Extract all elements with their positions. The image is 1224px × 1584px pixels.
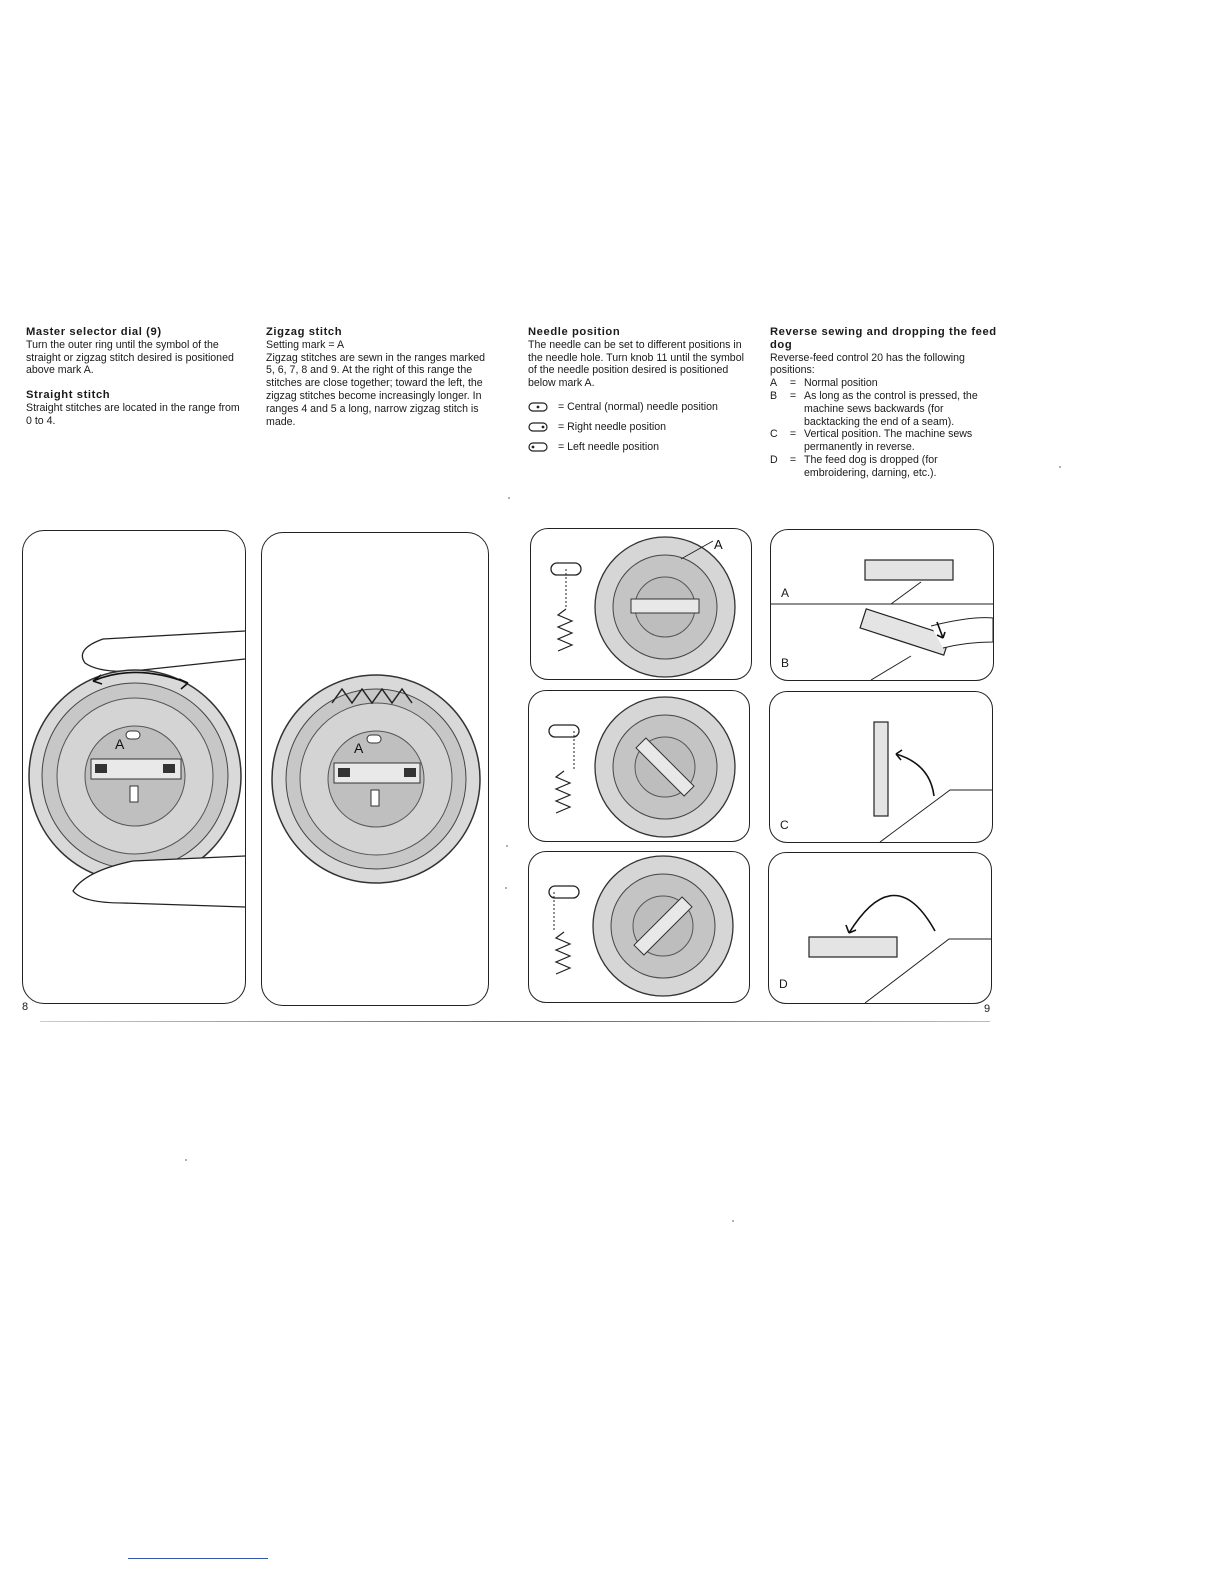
zigzag-stitch-body: Zigzag stitches are sewn in the ranges marked 5, 6, 7, 8 and 9. At the right of this range the stitches are close together; toward the left, the zigzag stitches become increasingly longer. In ranges 4 and 5 a long, narrow zigzag stitch is made. xyxy=(266,351,486,428)
needle-dial-illustration xyxy=(531,529,751,679)
reverse-ab-figure xyxy=(770,529,994,681)
reverse-sewing-section xyxy=(770,326,1000,480)
needle-position-section xyxy=(528,326,752,453)
needle-figure-mark-a: A xyxy=(714,537,723,552)
scan-speck xyxy=(508,497,510,499)
footer-rule xyxy=(128,1558,268,1559)
needle-right-icon xyxy=(528,422,548,432)
needle-position-title: Needle position xyxy=(528,326,621,338)
zigzag-dial-figure xyxy=(261,532,489,1006)
position-eq: = xyxy=(789,389,797,402)
needle-option-label: = Right needle position xyxy=(558,420,667,433)
straight-stitch-body: Straight stitches are located in the range from 0 to 4. xyxy=(26,401,240,427)
needle-option-label: = Left needle position xyxy=(558,440,660,453)
reverse-control-illustration xyxy=(771,530,993,680)
figure-label-b: B xyxy=(781,656,790,670)
position-text: Normal position xyxy=(804,377,878,390)
needle-left-icon xyxy=(528,442,548,452)
position-text: The feed dog is dropped (for embroidering, darning, etc.). xyxy=(804,453,938,479)
dial-mark-a: A xyxy=(115,736,125,752)
master-selector-title: Master selector dial (9) xyxy=(26,326,162,338)
scan-speck xyxy=(732,1220,734,1222)
position-key: A xyxy=(770,377,778,390)
position-key: C xyxy=(770,428,778,441)
scan-speck xyxy=(505,887,507,889)
reverse-control-illustration xyxy=(769,853,991,1003)
page-number-left: 8 xyxy=(22,1001,29,1013)
reverse-sewing-title: Reverse sewing and dropping the feed dog xyxy=(770,326,997,351)
needle-position-body: The needle can be set to different positions in the needle hole. Turn knob 11 until the symbol of the needle position desired is positioned below mark A. xyxy=(528,338,744,390)
reverse-position-a xyxy=(770,377,1000,390)
page-number-right: 9 xyxy=(984,1003,991,1015)
reverse-d-figure xyxy=(768,852,992,1004)
position-eq: = xyxy=(789,377,797,390)
reverse-position-c xyxy=(770,428,1000,454)
needle-right-figure xyxy=(528,690,750,842)
needle-dial-illustration xyxy=(529,852,749,1002)
needle-option-central xyxy=(528,401,752,414)
zigzag-setting-mark: Setting mark = A xyxy=(266,338,345,351)
scan-edge-line xyxy=(40,1021,990,1022)
dial-mark-a: A xyxy=(354,740,364,756)
needle-dial-illustration xyxy=(529,691,749,841)
scan-speck xyxy=(506,845,508,847)
figure-label-c: C xyxy=(780,818,789,832)
master-dial-hand-figure xyxy=(22,530,246,1004)
reverse-c-figure xyxy=(769,691,993,843)
reverse-position-d xyxy=(770,454,1000,480)
needle-left-figure xyxy=(528,851,750,1003)
needle-central-figure xyxy=(530,528,752,680)
needle-option-right xyxy=(528,421,752,434)
scan-speck xyxy=(1059,466,1061,468)
reverse-position-b xyxy=(770,390,1000,428)
position-text: Vertical position. The machine sews permanently in reverse. xyxy=(804,428,973,454)
needle-option-left xyxy=(528,441,752,454)
needle-option-label: = Central (normal) needle position xyxy=(558,400,718,413)
position-eq: = xyxy=(789,428,797,441)
master-selector-section xyxy=(26,326,248,428)
position-key: B xyxy=(770,389,778,402)
reverse-sewing-intro: Reverse-feed control 20 has the following positions: xyxy=(770,351,965,377)
straight-stitch-title: Straight stitch xyxy=(26,389,111,402)
scan-speck xyxy=(185,1159,187,1161)
position-eq: = xyxy=(789,453,797,466)
position-key: D xyxy=(770,453,778,466)
dial-illustration xyxy=(23,531,245,1003)
dial-illustration xyxy=(262,533,488,1005)
zigzag-stitch-title: Zigzag stitch xyxy=(266,326,343,338)
needle-central-icon xyxy=(528,402,548,412)
position-text: As long as the control is pressed, the machine sews backwards (for backtacking the end of a seam). xyxy=(804,389,978,428)
zigzag-stitch-section xyxy=(266,326,488,428)
figure-label-a: A xyxy=(781,586,790,600)
figure-label-d: D xyxy=(779,977,788,991)
reverse-control-illustration xyxy=(770,692,992,842)
master-selector-body: Turn the outer ring until the symbol of the straight or zigzag stitch desired is positioned above mark A. xyxy=(26,338,234,377)
